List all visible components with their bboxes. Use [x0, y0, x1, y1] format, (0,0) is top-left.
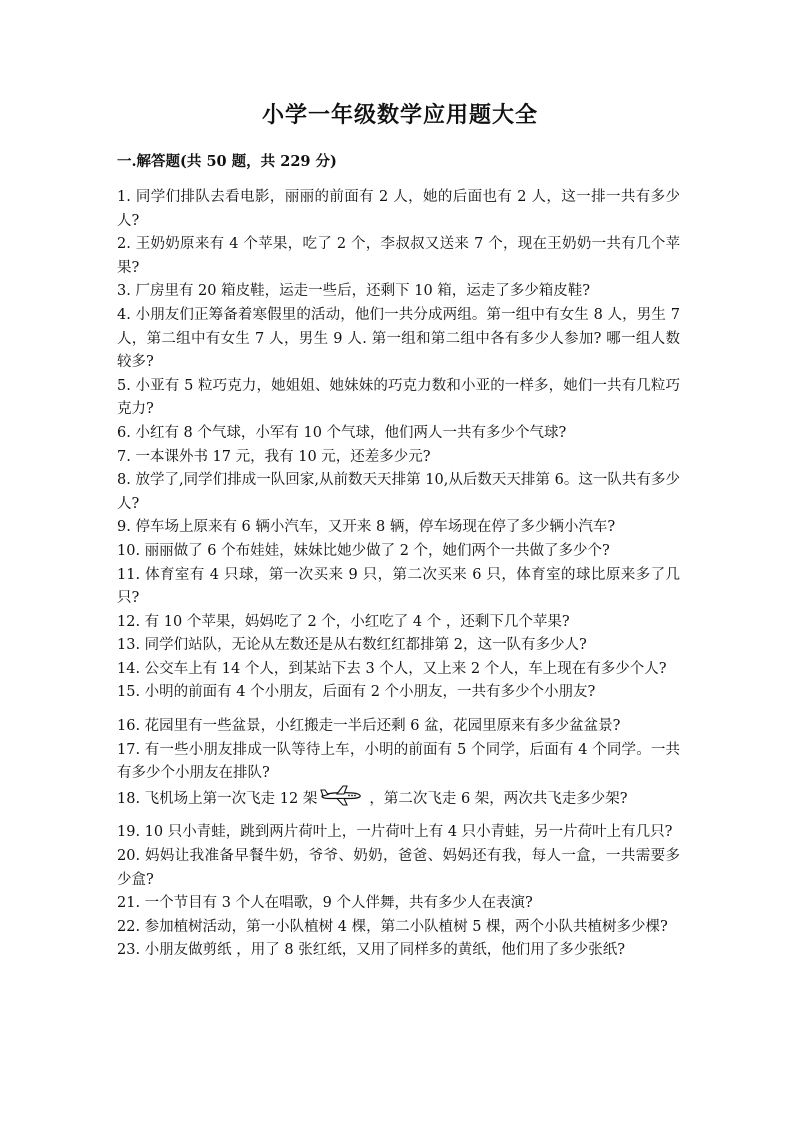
- question-item: 22. 参加植树活动，第一小队植树 4 棵，第二小队植树 5 棵，两个小队共植树多少棵?: [117, 918, 668, 935]
- question-item: 21. 一个节目有 3 个人在唱歌，9 个人伴舞，共有多少人在表演?: [117, 895, 533, 912]
- question-item: 5. 小亚有 5 粒巧克力，她姐姐、她妹妹的巧克力数和小亚的一样多，她们一共有几粒巧克力?: [117, 377, 680, 418]
- question-item: 14. 公交车上有 14 个人，到某站下去 3 个人，又上来 2 个人，车上现在有多少个人?: [117, 660, 667, 677]
- question-item: 20. 妈妈让我准备早餐牛奶，爷爷、奶奶，爸爸、妈妈还有我，每人一盒，一共需要多少盒?: [117, 848, 680, 888]
- page-title: 小学一年级数学应用题大全: [261, 102, 538, 128]
- question-item: 1. 同学们排队去看电影，丽丽的前面有 2 人，她的后面也有 2 人，这一排一共有多少人?: [117, 189, 680, 229]
- section-heading: 一.解答题(共 50 题，共 229 分): [117, 153, 337, 170]
- question-item: 2. 王奶奶原来有 4 个苹果，吃了 2 个，李叔叔又送来 7 个，现在王奶奶一共有几个苹果?: [117, 236, 680, 276]
- question-item: 11. 体育室有 4 只球，第一次买来 9 只，第二次买来 6 只，体育室的球比原来多了几只?: [117, 566, 680, 607]
- question-item: 4. 小朋友们正筹备着寒假里的活动，他们一共分成两组。第一组中有女生 8 人，男生 7 人，第二组中有女生 7 人，男生 9 人. 第一组和第二组中各有多少人参加? 哪一组人数较多?: [117, 306, 680, 371]
- question-item: 17. 有一些小朋友排成一队等待上车，小明的前面有 5 个同学，后面有 4 个同学。一共有多少个小朋友在排队?: [117, 741, 680, 782]
- question-item: 6. 小红有 8 个气球，小军有 10 个气球，他们两人一共有多少个气球?: [117, 424, 567, 441]
- question-item: 16. 花园里有一些盆景，小红搬走一半后还剩 6 盆，花园里原来有多少盆盆景?: [117, 718, 621, 735]
- question-item: 19. 10 只小青蛙，跳到两片荷叶上，一片荷叶上有 4 只小青蛙，另一片荷叶上有几只?: [117, 824, 673, 841]
- question-item: 10. 丽丽做了 6 个布娃娃，妹妹比她少做了 2 个，她们两个一共做了多少个?: [117, 542, 610, 559]
- question-item: 9. 停车场上原来有 6 辆小汽车，又开来 8 辆，停车场现在停了多少辆小汽车?: [117, 519, 616, 536]
- question-list: [117, 186, 680, 963]
- question-item: 3. 厂房里有 20 箱皮鞋，运走一些后，还剩下 10 箱，运走了多少箱皮鞋?: [117, 283, 591, 300]
- question-item-18: [117, 788, 680, 812]
- airplane-icon: [319, 783, 363, 816]
- question-18-part-2: ，第二次飞走 6 架，两次共飞走多少架?: [369, 790, 628, 807]
- question-18-part-1: 18. 飞机场上第一次飞走 12 架: [117, 790, 318, 807]
- question-item: 23. 小朋友做剪纸 ，用了 8 张红纸，又用了同样多的黄纸，他们用了多少张纸?: [117, 942, 625, 959]
- question-item: 13. 同学们站队，无论从左数还是从右数红红都排第 2，这一队有多少人?: [117, 637, 587, 654]
- question-item: 8. 放学了,同学们排成一队回家,从前数天天排第 10,从后数天天排第 6。这一队共有多少人?: [117, 472, 680, 512]
- question-item: 15. 小明的前面有 4 个小朋友，后面有 2 个小朋友，一共有多少个小朋友?: [117, 684, 596, 701]
- question-item: 12. 有 10 个苹果，妈妈吃了 2 个，小红吃了 4 个 ，还剩下几个苹果?: [117, 613, 570, 630]
- question-item: 7. 一本课外书 17 元，我有 10 元，还差多少元?: [117, 448, 431, 465]
